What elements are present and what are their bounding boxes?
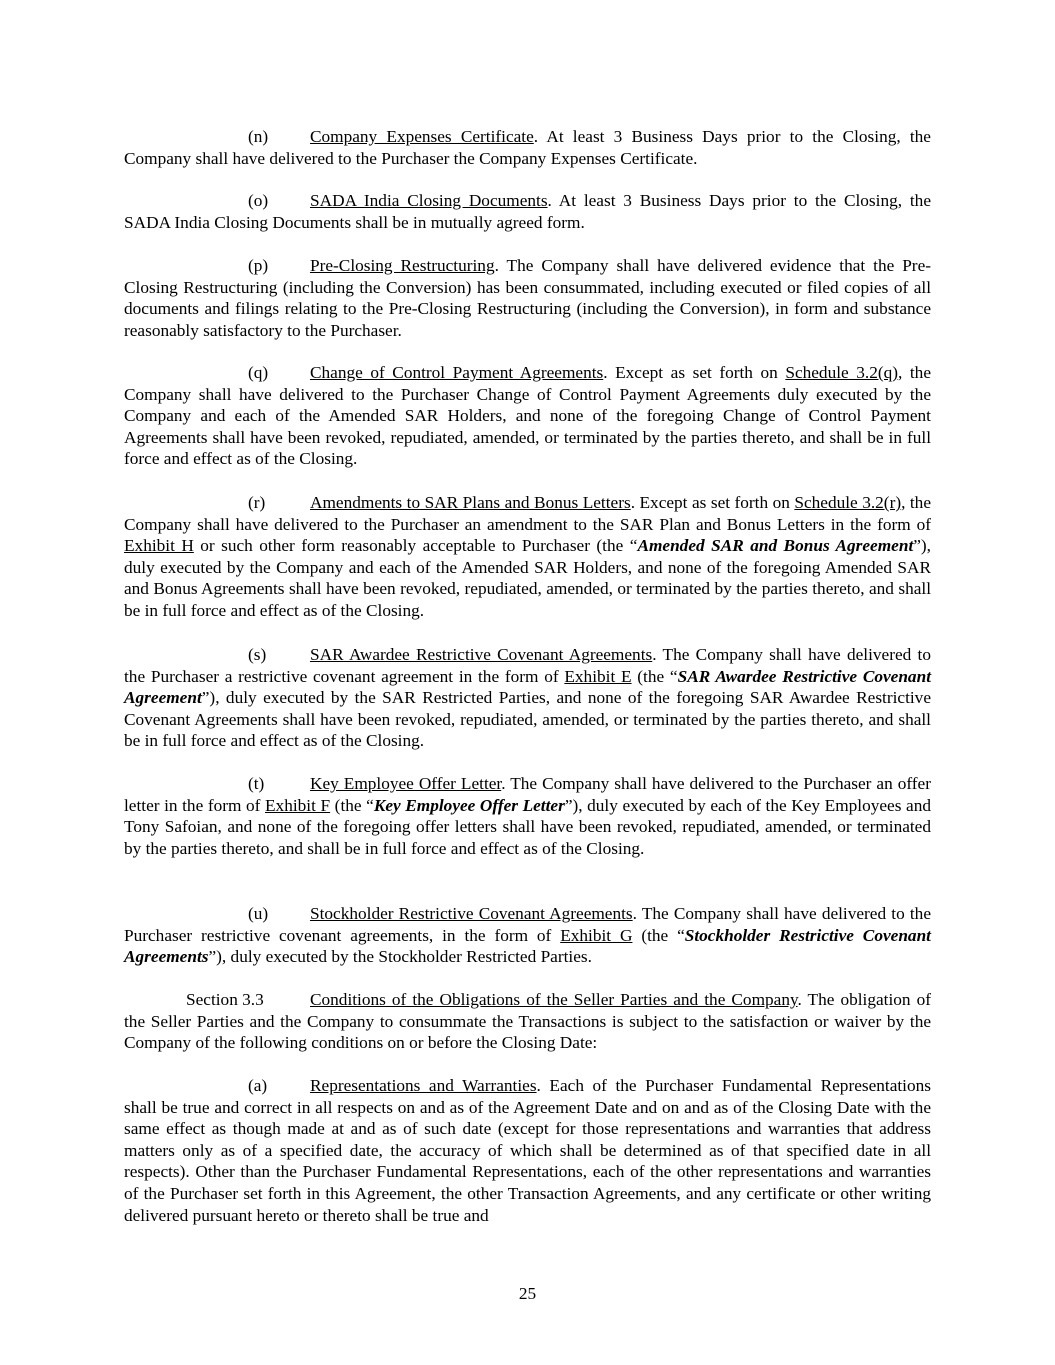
paragraph-label: (a) — [248, 1076, 268, 1095]
paragraph-heading: Stockholder Restrictive Covenant Agreements — [310, 904, 633, 923]
paragraph-heading: SADA India Closing Documents — [310, 191, 548, 210]
paragraph-a: (a) Representations and Warranties. Each of the Purchaser Fundamental Representations shall be true and correct in all respects on and as of the Agreement Date and on and as of the Closing Date with the same effect as though made at and as of such date (except for those representations and warranties that address matters only as of a specified date, the accuracy of which shall be determined as of that specified date in all respects). Other than the Purchaser Fundamental Representations, each of the other representations and warranties of the Purchaser set forth in this Agreement, the other Transaction Agreements, and any certificate or other writing delivered pursuant hereto or thereto shall be true and — [124, 1076, 931, 1225]
schedule-reference: Schedule 3.2(r) — [794, 493, 902, 512]
exhibit-reference: Exhibit H — [124, 536, 194, 556]
section-heading: Conditions of the Obligations of the Seller Parties and the Company — [310, 990, 798, 1009]
paragraph-label: (t) — [248, 774, 265, 793]
paragraph-label: (q) — [248, 363, 269, 382]
paragraph-heading: Change of Control Payment Agreements — [310, 363, 604, 382]
paragraph-heading: SAR Awardee Restrictive Covenant Agreements — [310, 645, 653, 664]
paragraph-p: (p) Pre-Closing Restructuring. The Company shall have delivered evidence that the Pre-Closing Restructuring (including the Conversion) has been consummated, including executed or filed copies of all documents and filings relating to the Pre-Closing Restructuring (including the Conversion), in form and substance reasonably satisfactory to the Purchaser. — [124, 256, 931, 340]
paragraph-label: (s) — [248, 645, 267, 664]
defined-term: SAR Awardee Restrictive Covenant Agreement — [124, 666, 931, 708]
paragraph-heading: Key Employee Offer Letter — [310, 774, 502, 793]
exhibit-reference: Exhibit F — [265, 795, 331, 815]
defined-term: Stockholder Restrictive Covenant Agreements — [124, 925, 931, 967]
exhibit-reference: Exhibit E — [564, 666, 632, 686]
section-label: Section 3.3 — [186, 990, 264, 1009]
paragraph-label: (p) — [248, 256, 269, 275]
defined-term: Key Employee Offer Letter — [373, 795, 565, 815]
paragraph-r: (r) Amendments to SAR Plans and Bonus Letters. Except as set forth on Schedule 3.2(r), the Company shall have delivered to the Purchaser an amendment to the SAR Plan and Bonus Letters in the form of Exhibit H or such other form reasonably acceptable to Purchaser (the “Amended SAR and Bonus Agreement”), duly executed by the Company and each of the Amended SAR Holders, and none of the foregoing Amended SAR and Bonus Agreements shall have been revoked, repudiated, amended, or terminated by the parties thereto, and shall be in full force and effect as of the Closing. — [124, 493, 931, 620]
paragraph-label: (n) — [248, 127, 269, 146]
section-3-3: Section 3.3 Conditions of the Obligations of the Seller Parties and the Company. The obligation of the Seller Parties and the Company to consummate the Transactions is subject to the satisfaction or waiver by the Company of the following conditions on or before the Closing Date: — [124, 990, 931, 1053]
paragraph-heading: Amendments to SAR Plans and Bonus Letters — [310, 493, 631, 512]
paragraph-n: (n) Company Expenses Certificate. At least 3 Business Days prior to the Closing, the Company shall have delivered to the Purchaser the Company Expenses Certificate. — [124, 127, 931, 168]
paragraph-s: (s) SAR Awardee Restrictive Covenant Agreements. The Company shall have delivered to the Purchaser a restrictive covenant agreement in the form of Exhibit E (the “SAR Awardee Restrictive Covenant Agreement”), duly executed by the SAR Restricted Parties, and none of the foregoing SAR Awardee Restrictive Covenant Agreements shall have been revoked, repudiated, amended, or terminated by the parties thereto, and shall be in full force and effect as of the Closing. — [124, 645, 931, 751]
paragraph-o: (o) SADA India Closing Documents. At least 3 Business Days prior to the Closing, the SADA India Closing Documents shall be in mutually agreed form. — [124, 191, 931, 232]
paragraph-label: (u) — [248, 904, 269, 923]
paragraph-t: (t) Key Employee Offer Letter. The Company shall have delivered to the Purchaser an offer letter in the form of Exhibit F (the “Key Employee Offer Letter”), duly executed by each of the Key Employees and Tony Safoian, and none of the foregoing offer letters shall have been revoked, repudiated, amended, or terminated by the parties thereto, and shall be in full force and effect as of the Closing. — [124, 774, 931, 858]
paragraph-label: (o) — [248, 191, 269, 210]
defined-term: Amended SAR and Bonus Agreement — [637, 536, 914, 556]
paragraph-heading: Company Expenses Certificate — [310, 127, 534, 146]
paragraph-heading: Representations and Warranties — [310, 1076, 537, 1095]
paragraph-u: (u) Stockholder Restrictive Covenant Agreements. The Company shall have delivered to the Purchaser restrictive covenant agreements, in the form of Exhibit G (the “Stockholder Restrictive Covenant Agreements”), duly executed by the Stockholder Restricted Parties. — [124, 904, 931, 967]
paragraph-label: (r) — [248, 493, 266, 512]
schedule-reference: Schedule 3.2(q) — [785, 363, 898, 382]
page-number: 25 — [518, 1284, 537, 1303]
exhibit-reference: Exhibit G — [560, 925, 633, 945]
paragraph-q: (q) Change of Control Payment Agreements. Except as set forth on Schedule 3.2(q), the Company shall have delivered to the Purchaser Change of Control Payment Agreements duly executed by the Company and each of the Amended SAR Holders, and none of the foregoing Change of Control Payment Agreements shall have been revoked, repudiated, amended, or terminated by the parties thereto, and shall be in full force and effect as of the Closing. — [124, 363, 931, 469]
paragraph-heading: Pre-Closing Restructuring — [310, 256, 495, 275]
